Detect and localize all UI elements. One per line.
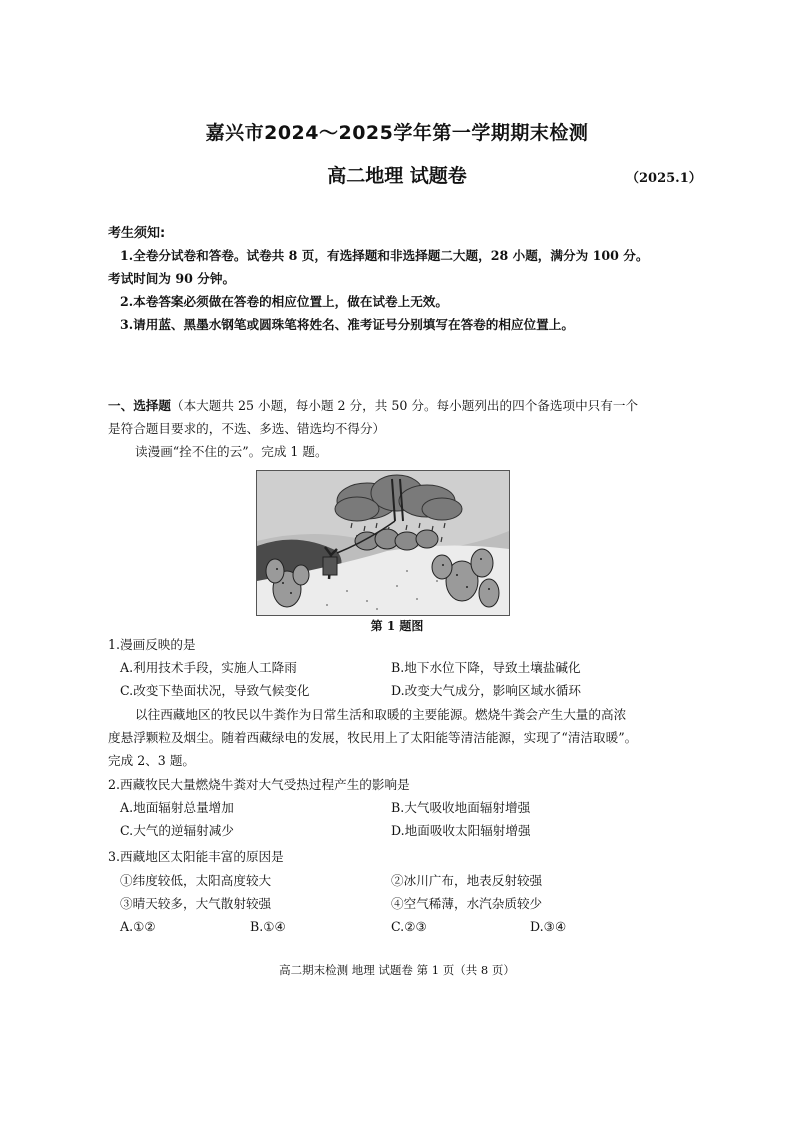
exam-date: （2025.1） bbox=[626, 171, 702, 186]
notice-item-1: 1.全卷分试卷和答卷。试卷共 8 页，有选择题和非选择题二大题，28 小题，满分为 100 分。 bbox=[120, 248, 649, 263]
q3-statement-2: ②冰川广布，地表反射较强 bbox=[391, 873, 543, 888]
read-prompt: 读漫画“拴不住的云”。完成 1 题。 bbox=[135, 444, 328, 459]
passage-line-3: 完成 2、3 题。 bbox=[108, 753, 196, 768]
q3-statement-3: ③晴天较多，大气散射较强 bbox=[120, 896, 272, 911]
notice-item-2: 2.本卷答案必须做在答卷的相应位置上，做在试卷上无效。 bbox=[120, 294, 448, 309]
q2-option-a: A.地面辐射总量增加 bbox=[120, 800, 234, 815]
section1-intro-text: （本大题共 25 小题，每小题 2 分，共 50 分。每小题列出的四个备选项中只有一个 bbox=[170, 398, 639, 413]
section1-intro-cont: 是符合题目要求的，不选、多选、错选均不得分） bbox=[108, 421, 386, 436]
q1-option-d: D.改变大气成分，影响区域水循环 bbox=[391, 683, 581, 698]
q3-stem: 3.西藏地区太阳能丰富的原因是 bbox=[108, 849, 284, 864]
cartoon-figure bbox=[256, 470, 510, 616]
figure-caption: 第 1 题图 bbox=[370, 619, 424, 633]
q1-option-a: A.利用技术手段，实施人工降雨 bbox=[120, 660, 297, 675]
q1-stem: 1.漫画反映的是 bbox=[108, 637, 196, 652]
q2-option-b: B.大气吸收地面辐射增强 bbox=[391, 800, 531, 815]
notice-item-1-cont: 考试时间为 90 分钟。 bbox=[108, 271, 236, 286]
q2-option-c: C.大气的逆辐射减少 bbox=[120, 823, 234, 838]
section1-heading: 一、选择题 bbox=[108, 398, 171, 413]
exam-subtitle: 高二地理 试题卷 bbox=[327, 165, 467, 187]
q3-option-d: D.③④ bbox=[530, 919, 567, 934]
exam-title: 嘉兴市2024～2025学年第一学期期末检测 bbox=[205, 122, 589, 144]
cartoon-illustration bbox=[257, 471, 509, 615]
q3-option-b: B.①④ bbox=[250, 919, 286, 934]
q3-option-a: A.①② bbox=[120, 919, 156, 934]
notice-item-3: 3.请用蓝、黑墨水钢笔或圆珠笔将姓名、准考证号分别填写在答卷的相应位置上。 bbox=[120, 317, 574, 332]
q3-statement-1: ①纬度较低，太阳高度较大 bbox=[120, 873, 272, 888]
passage-line-2: 度悬浮颗粒及烟尘。随着西藏绿电的发展，牧民用上了太阳能等清洁能源，实现了“清洁取暖”。 bbox=[108, 730, 638, 745]
q2-option-d: D.地面吸收太阳辐射增强 bbox=[391, 823, 531, 838]
notice-heading: 考生须知: bbox=[108, 226, 166, 241]
page-footer: 高二期末检测 地理 试题卷 第 1 页（共 8 页） bbox=[279, 963, 515, 977]
q2-stem: 2.西藏牧民大量燃烧牛粪对大气受热过程产生的影响是 bbox=[108, 777, 410, 792]
q1-option-c: C.改变下垫面状况，导致气候变化 bbox=[120, 683, 310, 698]
q1-option-b: B.地下水位下降，导致土壤盐碱化 bbox=[391, 660, 581, 675]
q3-option-c: C.②③ bbox=[391, 919, 427, 934]
passage-line-1: 以往西藏地区的牧民以牛粪作为日常生活和取暖的主要能源。燃烧牛粪会产生大量的高浓 bbox=[135, 707, 627, 722]
q3-statement-4: ④空气稀薄，水汽杂质较少 bbox=[391, 896, 543, 911]
section1-intro bbox=[108, 394, 688, 417]
